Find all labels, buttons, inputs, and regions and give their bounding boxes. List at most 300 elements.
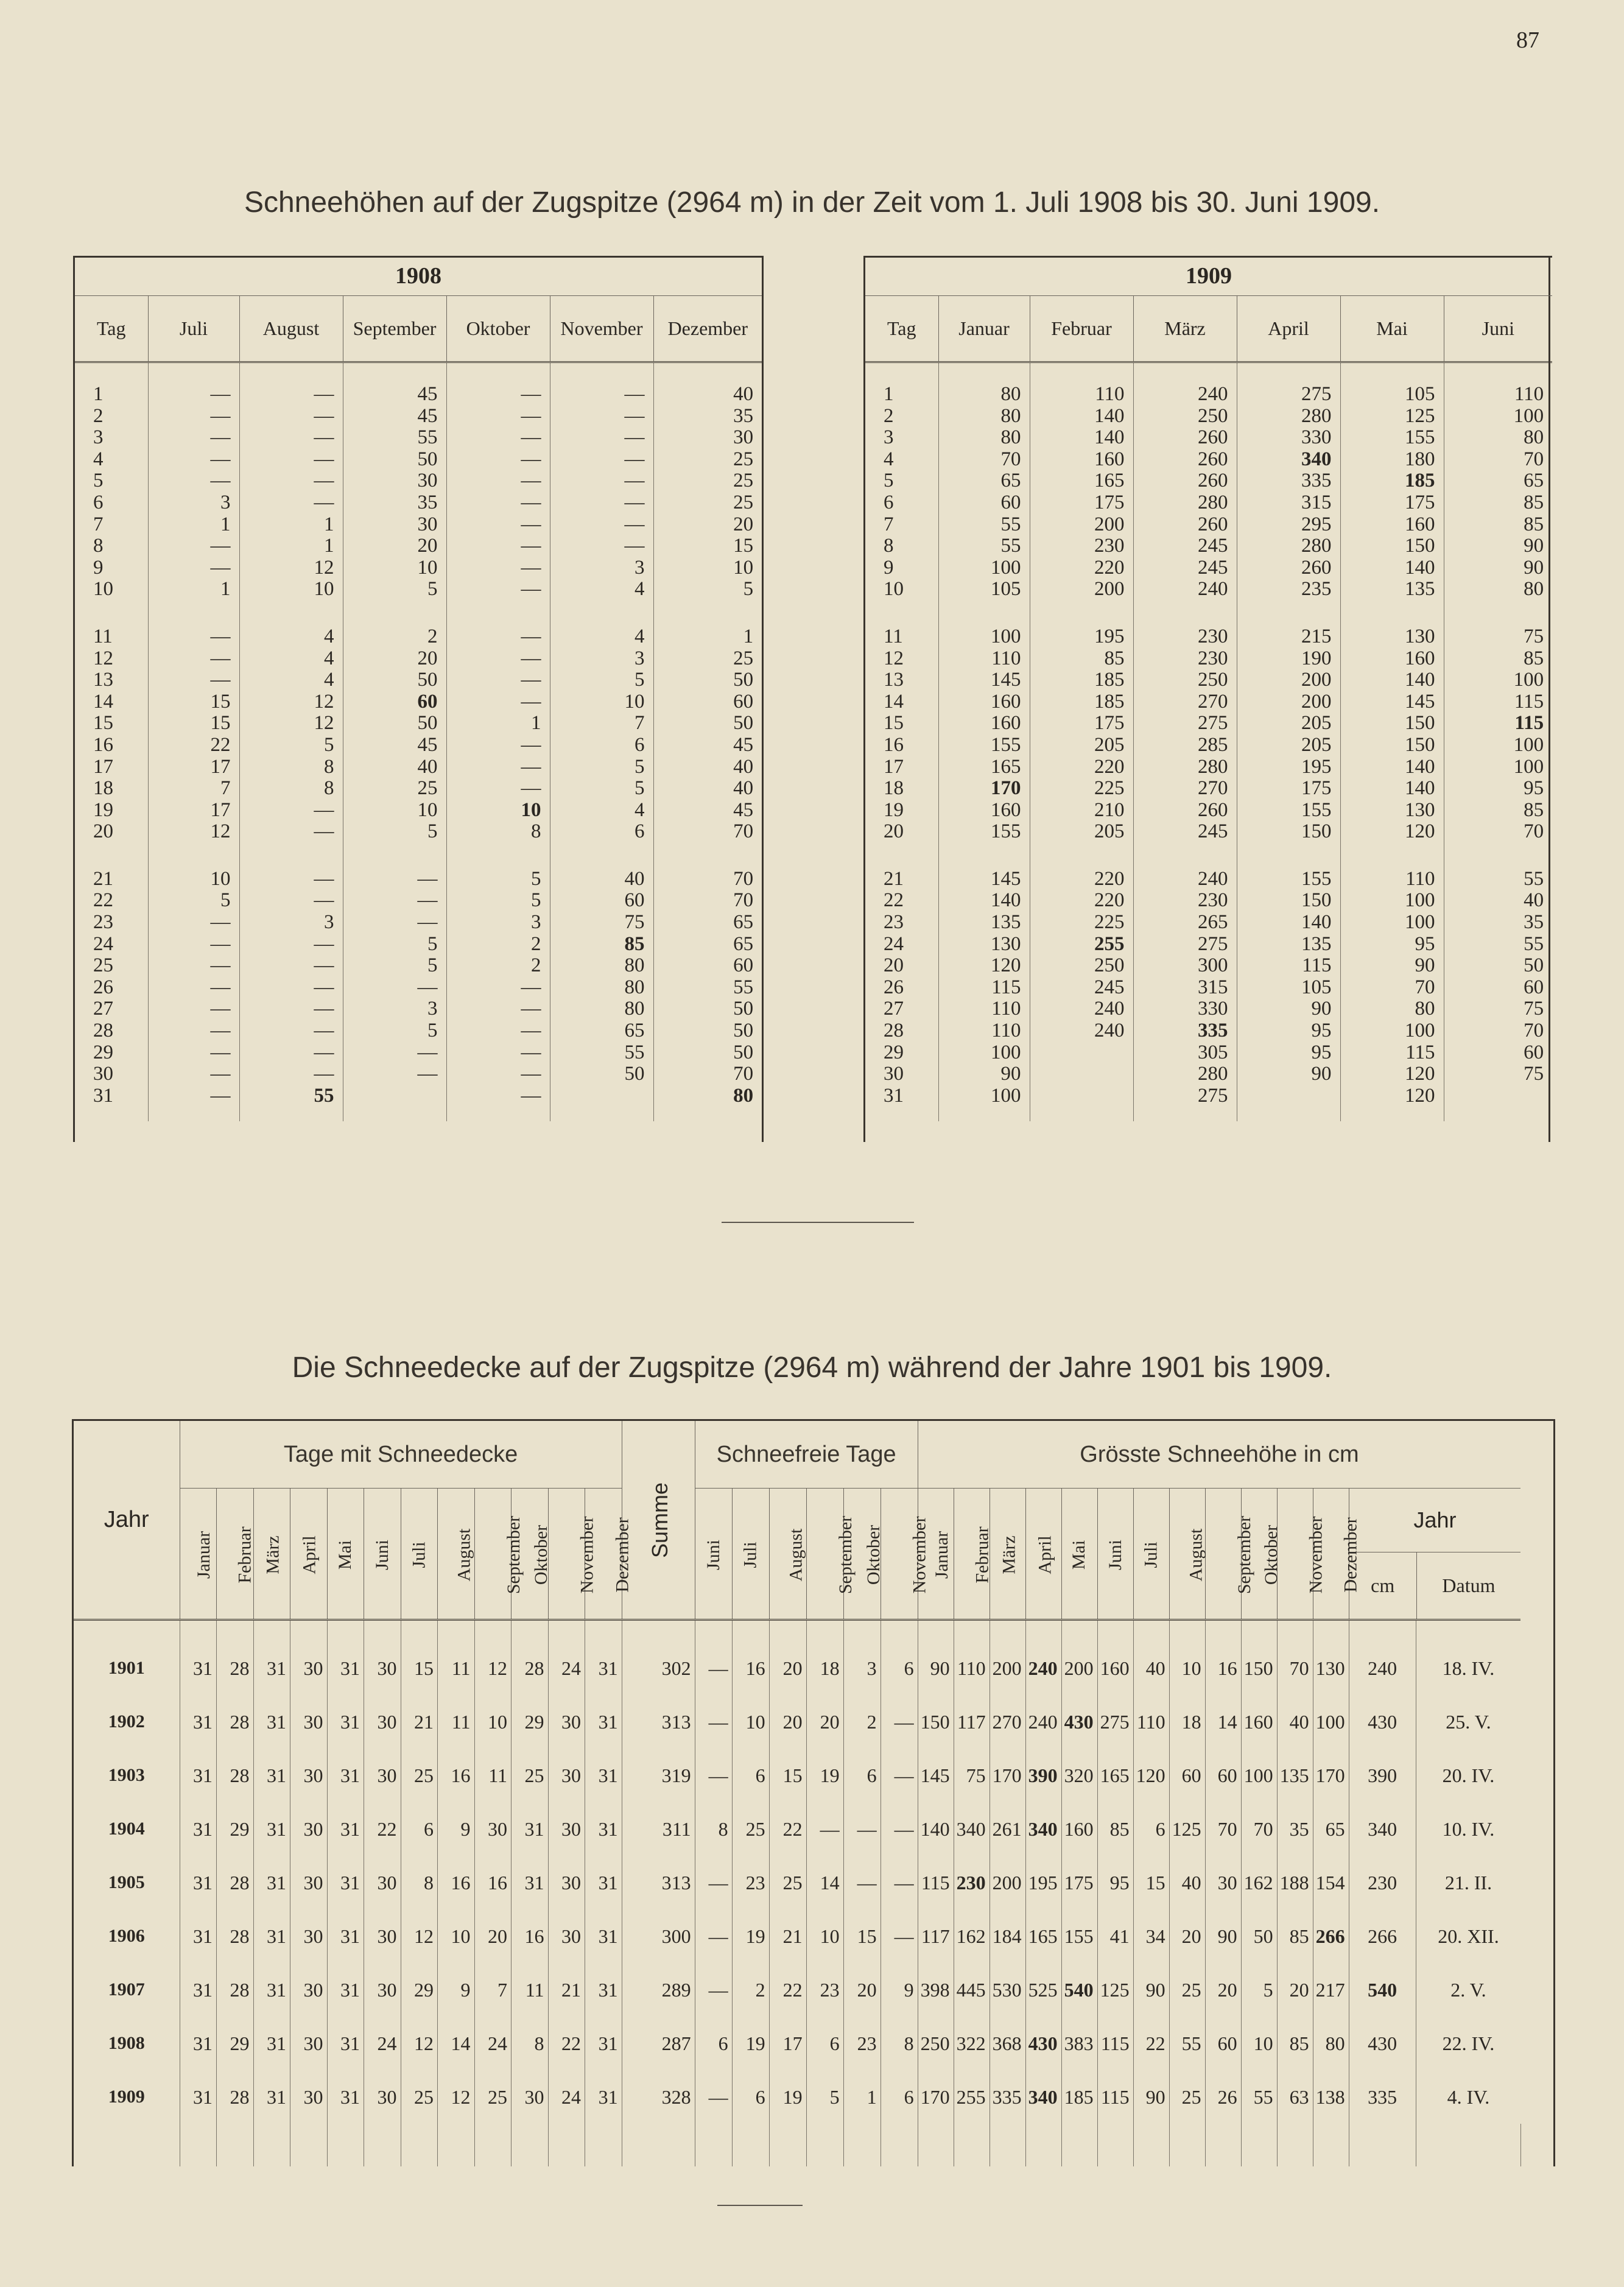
month-header bbox=[1097, 1489, 1133, 1620]
day-cell: 15 bbox=[75, 713, 148, 735]
table-row bbox=[75, 778, 762, 800]
jahr-cell: 1904 bbox=[74, 1802, 180, 1856]
value-cell: 95 bbox=[1237, 1020, 1340, 1042]
month-label: November bbox=[909, 1516, 929, 1593]
value-cell: 160 bbox=[1340, 514, 1444, 536]
value-cell: 110 bbox=[938, 998, 1030, 1020]
tage-cell: 31 bbox=[511, 1856, 549, 1909]
frei-cell: 9 bbox=[881, 1963, 918, 2017]
value-cell: 245 bbox=[1133, 535, 1237, 557]
frei-cell: 20 bbox=[806, 1695, 843, 1749]
value-cell: 10 bbox=[550, 691, 653, 713]
value-cell: 40 bbox=[733, 777, 754, 800]
value-cell: 160 bbox=[938, 691, 1030, 713]
month-header bbox=[732, 1489, 769, 1620]
month-label: Juli bbox=[409, 1541, 429, 1568]
value-cell: — bbox=[148, 977, 239, 999]
hoehe-cell: 5 bbox=[1241, 1963, 1277, 2017]
day-cell: 20 bbox=[75, 821, 148, 843]
hoehe-cell: 120 bbox=[1133, 1749, 1169, 1802]
group-header-groesste: Grösste Schneehöhe in cm bbox=[918, 1421, 1520, 1489]
value-cell: 190 bbox=[1237, 648, 1340, 670]
value-cell: 115 bbox=[1514, 690, 1544, 713]
day-cell: 17 bbox=[865, 756, 938, 778]
tage-cell: 30 bbox=[290, 1963, 328, 2017]
value-cell: 195 bbox=[1030, 626, 1133, 648]
value-cell: 1 bbox=[446, 713, 550, 735]
tage-cell: 30 bbox=[474, 1802, 511, 1856]
hoehe-cell: 170 bbox=[990, 1749, 1025, 1802]
day-cell: 30 bbox=[865, 1063, 938, 1085]
table-row bbox=[865, 492, 1552, 514]
tage-cell: 30 bbox=[290, 1695, 328, 1749]
value-cell: 145 bbox=[1340, 691, 1444, 713]
value-cell: 35 bbox=[343, 492, 446, 514]
hoehe-cell: 188 bbox=[1277, 1856, 1313, 1909]
value-cell: 140 bbox=[1237, 912, 1340, 934]
frei-cell: 22 bbox=[769, 1802, 806, 1856]
value-cell bbox=[1444, 1085, 1552, 1107]
hoehe-cell: 70 bbox=[1205, 1802, 1241, 1856]
value-cell: 65 bbox=[550, 1020, 653, 1042]
frei-cell: 6 bbox=[843, 1749, 881, 1802]
value-cell: 155 bbox=[1340, 427, 1444, 449]
hoehe-cell: 60 bbox=[1169, 1749, 1205, 1802]
value-cell: 50 bbox=[733, 669, 754, 691]
value-cell: 10 bbox=[148, 869, 239, 890]
value-cell: — bbox=[550, 470, 653, 492]
hoehe-cell: 185 bbox=[1061, 2070, 1097, 2124]
value-cell: 70 bbox=[733, 1063, 754, 1085]
table-row bbox=[75, 492, 762, 514]
value-cell: 120 bbox=[938, 955, 1030, 977]
value-cell: 100 bbox=[938, 1085, 1030, 1107]
value-cell: 145 bbox=[938, 869, 1030, 890]
value-cell: 2 bbox=[446, 955, 550, 977]
hoehe-cell: 184 bbox=[990, 1909, 1025, 1963]
frei-cell: 15 bbox=[769, 1749, 806, 1802]
value-cell: 5 bbox=[343, 1020, 446, 1042]
value-cell: 5 bbox=[446, 869, 550, 890]
value-cell: 90 bbox=[1340, 955, 1444, 977]
frei-cell: — bbox=[695, 1963, 732, 2017]
value-cell: 70 bbox=[733, 889, 754, 912]
value-cell: 245 bbox=[1030, 977, 1133, 999]
tage-cell: 20 bbox=[474, 1909, 511, 1963]
table-row bbox=[75, 955, 762, 977]
value-cell: 3 bbox=[343, 998, 446, 1020]
day-cell: 24 bbox=[865, 934, 938, 956]
table-row bbox=[75, 1020, 762, 1042]
frei-cell: 18 bbox=[806, 1620, 843, 1696]
value-cell: 3 bbox=[148, 492, 239, 514]
month-label: Mai bbox=[1069, 1540, 1089, 1570]
value-cell: 110 bbox=[938, 648, 1030, 670]
table-row bbox=[74, 1963, 1553, 2017]
hoehe-cell: 70 bbox=[1277, 1620, 1313, 1696]
value-cell: 270 bbox=[1133, 778, 1237, 800]
value-cell: 195 bbox=[1237, 756, 1340, 778]
summe-cell: 313 bbox=[622, 1856, 695, 1909]
day-cell: 5 bbox=[75, 470, 148, 492]
value-cell: 175 bbox=[1340, 492, 1444, 514]
hoehe-cell: 55 bbox=[1169, 2017, 1205, 2070]
month-label: Februar bbox=[234, 1526, 255, 1584]
tage-cell: 30 bbox=[548, 1856, 585, 1909]
value-cell: — bbox=[550, 449, 653, 471]
max-cm-cell: 340 bbox=[1349, 1802, 1416, 1856]
value-cell: 1 bbox=[239, 514, 343, 536]
table-row bbox=[865, 756, 1552, 778]
value-cell: 260 bbox=[1133, 514, 1237, 536]
value-cell: 205 bbox=[1237, 713, 1340, 735]
value-cell: 7 bbox=[550, 713, 653, 735]
group-header-schneefrei: Schneefreie Tage bbox=[695, 1421, 918, 1489]
summe-cell: 328 bbox=[622, 2070, 695, 2124]
value-cell: 155 bbox=[938, 821, 1030, 843]
value-cell: — bbox=[446, 1020, 550, 1042]
value-cell: 305 bbox=[1133, 1042, 1237, 1064]
hoehe-cell: 63 bbox=[1277, 2070, 1313, 2124]
value-cell: 55 bbox=[733, 976, 754, 998]
table-row bbox=[865, 998, 1552, 1020]
tage-cell: 21 bbox=[548, 1963, 585, 2017]
frei-cell: 19 bbox=[769, 2070, 806, 2124]
column-header: Oktober bbox=[446, 296, 550, 362]
value-cell: 185 bbox=[1340, 470, 1444, 492]
table-row bbox=[75, 890, 762, 912]
value-cell: — bbox=[239, 492, 343, 514]
day-cell: 8 bbox=[865, 535, 938, 557]
value-cell: 60 bbox=[938, 492, 1030, 514]
table-row bbox=[865, 669, 1552, 691]
month-header bbox=[474, 1489, 524, 1620]
value-cell: 45 bbox=[343, 406, 446, 428]
day-cell: 12 bbox=[865, 648, 938, 670]
frei-cell: 21 bbox=[769, 1909, 806, 1963]
hoehe-cell: 165 bbox=[1097, 1749, 1133, 1802]
summe-cell: 302 bbox=[622, 1620, 695, 1696]
datum-cell: 20. IV. bbox=[1442, 1764, 1495, 1786]
hoehe-cell: 160 bbox=[1097, 1620, 1133, 1696]
table-row bbox=[74, 1620, 1553, 1696]
jahr-sub-header bbox=[1349, 1489, 1520, 1620]
tage-cell: 30 bbox=[364, 1909, 401, 1963]
month-header bbox=[548, 1489, 597, 1620]
value-cell: 45 bbox=[733, 733, 754, 756]
hoehe-cell: 155 bbox=[1061, 1909, 1097, 1963]
frei-cell: — bbox=[806, 1802, 843, 1856]
hoehe-cell: 250 bbox=[918, 2017, 954, 2070]
value-cell: 205 bbox=[1030, 735, 1133, 756]
value-cell: 200 bbox=[1030, 579, 1133, 601]
tage-cell: 31 bbox=[585, 2017, 622, 2070]
value-cell: 70 bbox=[1524, 448, 1544, 470]
hoehe-cell: 35 bbox=[1277, 1802, 1313, 1856]
datum-cell: 2. V. bbox=[1450, 1978, 1486, 2001]
frei-cell: 19 bbox=[732, 1909, 769, 1963]
tage-cell: 25 bbox=[401, 1749, 438, 1802]
value-cell: 25 bbox=[343, 778, 446, 800]
value-cell: 4 bbox=[239, 669, 343, 691]
day-cell: 7 bbox=[75, 514, 148, 536]
value-cell: — bbox=[446, 449, 550, 471]
value-cell: 280 bbox=[1133, 756, 1237, 778]
hoehe-cell: 6 bbox=[1133, 1802, 1169, 1856]
month-label: März bbox=[262, 1535, 283, 1574]
value-cell: — bbox=[446, 1042, 550, 1064]
day-cell: 30 bbox=[75, 1063, 148, 1085]
value-cell: 40 bbox=[733, 755, 754, 778]
tage-cell: 8 bbox=[401, 1856, 438, 1909]
column-header: Dezember bbox=[653, 296, 762, 362]
tage-cell: 31 bbox=[327, 1695, 364, 1749]
tage-cell: 30 bbox=[364, 1695, 401, 1749]
day-cell: 22 bbox=[865, 890, 938, 912]
value-cell: 140 bbox=[1340, 756, 1444, 778]
day-cell: 28 bbox=[75, 1020, 148, 1042]
month-label: Juli bbox=[740, 1541, 761, 1568]
value-cell: 75 bbox=[1524, 998, 1544, 1020]
group-header-tage: Tage mit Schneedecke bbox=[180, 1421, 622, 1489]
table-row bbox=[75, 735, 762, 756]
value-cell: 160 bbox=[1340, 648, 1444, 670]
frei-cell: 6 bbox=[695, 2017, 732, 2070]
tage-cell: 25 bbox=[511, 1749, 549, 1802]
hoehe-cell: 22 bbox=[1133, 2017, 1169, 2070]
hoehe-cell: 80 bbox=[1313, 2017, 1349, 2070]
hoehe-cell: 50 bbox=[1241, 1909, 1277, 1963]
value-cell: — bbox=[239, 449, 343, 471]
hoehe-cell: 20 bbox=[1277, 1963, 1313, 2017]
page-number: 87 bbox=[1516, 27, 1539, 53]
max-cm-cell: 430 bbox=[1349, 2017, 1416, 2070]
value-cell: — bbox=[148, 648, 239, 670]
tage-cell: 31 bbox=[585, 1695, 622, 1749]
value-cell: 60 bbox=[550, 890, 653, 912]
tage-cell: 6 bbox=[401, 1802, 438, 1856]
column-header: Mai bbox=[1340, 296, 1444, 362]
hoehe-cell: 15 bbox=[1133, 1856, 1169, 1909]
value-cell: 150 bbox=[1237, 890, 1340, 912]
value-cell: 280 bbox=[1237, 406, 1340, 428]
value-cell: 105 bbox=[1340, 384, 1444, 406]
tage-cell: 30 bbox=[548, 1802, 585, 1856]
table-row bbox=[75, 1085, 762, 1107]
frei-cell: — bbox=[843, 1802, 881, 1856]
frei-cell: 20 bbox=[769, 1620, 806, 1696]
day-cell: 4 bbox=[75, 449, 148, 471]
max-cm-cell: 430 bbox=[1349, 1695, 1416, 1749]
hoehe-cell: 154 bbox=[1313, 1856, 1349, 1909]
value-cell: — bbox=[239, 470, 343, 492]
value-cell: 5 bbox=[446, 890, 550, 912]
table-row bbox=[865, 691, 1552, 713]
month-label: August bbox=[1186, 1528, 1206, 1581]
tage-cell: 31 bbox=[253, 1749, 290, 1802]
hoehe-cell: 25 bbox=[1169, 1963, 1205, 2017]
value-cell: 210 bbox=[1030, 800, 1133, 822]
tage-cell: 31 bbox=[180, 1963, 217, 2017]
value-cell: 85 bbox=[1524, 513, 1544, 535]
table-row bbox=[865, 557, 1552, 579]
value-cell: 130 bbox=[938, 934, 1030, 956]
hoehe-cell: 383 bbox=[1061, 2017, 1097, 2070]
tage-cell: 31 bbox=[253, 2070, 290, 2124]
table-row bbox=[75, 713, 762, 735]
title-schneehoehen: Schneehöhen auf der Zugspitze (2964 m) in der Zeit vom 1. Juli 1908 bis 30. Juni 1909. bbox=[244, 186, 1380, 219]
table-row bbox=[865, 449, 1552, 471]
value-cell: — bbox=[550, 427, 653, 449]
value-cell: 140 bbox=[1030, 406, 1133, 428]
value-cell: 135 bbox=[938, 912, 1030, 934]
tage-cell: 28 bbox=[217, 1856, 254, 1909]
day-cell: 7 bbox=[865, 514, 938, 536]
value-cell: 225 bbox=[1030, 778, 1133, 800]
value-cell: 275 bbox=[1133, 1085, 1237, 1107]
day-cell: 14 bbox=[865, 691, 938, 713]
tage-cell: 24 bbox=[364, 2017, 401, 2070]
tage-cell: 11 bbox=[438, 1620, 475, 1696]
value-cell: 3 bbox=[550, 648, 653, 670]
value-cell: 12 bbox=[148, 821, 239, 843]
value-cell: 95 bbox=[1340, 934, 1444, 956]
column-header: September bbox=[343, 296, 446, 362]
day-cell: 29 bbox=[865, 1042, 938, 1064]
value-cell: 275 bbox=[1133, 934, 1237, 956]
value-cell: 150 bbox=[1340, 713, 1444, 735]
column-header: Februar bbox=[1030, 296, 1133, 362]
value-cell: 230 bbox=[1133, 648, 1237, 670]
tage-cell: 31 bbox=[327, 1802, 364, 1856]
tage-cell: 31 bbox=[180, 1749, 217, 1802]
tage-cell: 31 bbox=[180, 1909, 217, 1963]
hoehe-cell: 117 bbox=[954, 1695, 990, 1749]
value-cell: — bbox=[446, 470, 550, 492]
table-row bbox=[865, 427, 1552, 449]
hoehe-cell: 14 bbox=[1205, 1695, 1241, 1749]
tage-cell: 31 bbox=[253, 1856, 290, 1909]
value-cell: 240 bbox=[1133, 869, 1237, 890]
value-cell: 2 bbox=[343, 626, 446, 648]
frei-cell: — bbox=[881, 1909, 918, 1963]
value-cell: 260 bbox=[1237, 557, 1340, 579]
hoehe-cell: 10 bbox=[1169, 1620, 1205, 1696]
hoehe-cell: 160 bbox=[1061, 1802, 1097, 1856]
frei-cell: 20 bbox=[769, 1695, 806, 1749]
month-label: Juli bbox=[1141, 1541, 1161, 1568]
value-cell: 115 bbox=[1340, 1042, 1444, 1064]
day-cell: 1 bbox=[865, 384, 938, 406]
day-cell: 21 bbox=[75, 869, 148, 890]
summe-label: Summe bbox=[647, 1482, 672, 1558]
tage-cell: 31 bbox=[585, 1909, 622, 1963]
month-header bbox=[1205, 1489, 1254, 1620]
tage-cell: 16 bbox=[474, 1856, 511, 1909]
tage-cell: 31 bbox=[180, 2070, 217, 2124]
value-cell: 4 bbox=[550, 800, 653, 822]
value-cell: 180 bbox=[1340, 449, 1444, 471]
month-label: Oktober bbox=[531, 1524, 552, 1585]
datum-cell: 25. V. bbox=[1446, 1710, 1491, 1733]
table-row bbox=[74, 2017, 1553, 2070]
value-cell: 55 bbox=[343, 427, 446, 449]
tage-cell: 31 bbox=[585, 1749, 622, 1802]
value-cell: — bbox=[446, 406, 550, 428]
value-cell: 230 bbox=[1133, 626, 1237, 648]
value-cell: — bbox=[148, 955, 239, 977]
value-cell: 330 bbox=[1133, 998, 1237, 1020]
day-cell: 21 bbox=[865, 869, 938, 890]
value-cell: — bbox=[446, 1085, 550, 1107]
hoehe-cell: 130 bbox=[1313, 1620, 1349, 1696]
month-header bbox=[695, 1489, 732, 1620]
value-cell: — bbox=[148, 1085, 239, 1107]
hoehe-cell: 322 bbox=[954, 2017, 990, 2070]
value-cell: 200 bbox=[1237, 669, 1340, 691]
month-header bbox=[364, 1489, 401, 1620]
table-row bbox=[865, 890, 1552, 912]
table-row bbox=[865, 800, 1552, 822]
value-cell: 8 bbox=[239, 756, 343, 778]
value-cell: 220 bbox=[1030, 756, 1133, 778]
title-schneedecke: Die Schneedecke auf der Zugspitze (2964 m) während der Jahre 1901 bis 1909. bbox=[292, 1351, 1332, 1384]
hoehe-cell: 115 bbox=[1097, 2070, 1133, 2124]
value-cell: 75 bbox=[1524, 1063, 1544, 1085]
tage-cell: 7 bbox=[474, 1963, 511, 2017]
day-cell: 4 bbox=[865, 449, 938, 471]
datum-header: Datum bbox=[1442, 1574, 1496, 1596]
value-cell: 80 bbox=[550, 998, 653, 1020]
hoehe-cell: 100 bbox=[1241, 1749, 1277, 1802]
hoehe-cell: 125 bbox=[1169, 1802, 1205, 1856]
column-header: Juni bbox=[1444, 296, 1552, 362]
value-cell: 60 bbox=[1524, 1041, 1544, 1063]
table-row bbox=[74, 1802, 1553, 1856]
frei-cell: — bbox=[881, 1802, 918, 1856]
frei-cell: 8 bbox=[881, 2017, 918, 2070]
table-row bbox=[865, 648, 1552, 670]
month-label: Juni bbox=[1105, 1539, 1125, 1570]
frei-cell: 23 bbox=[806, 1963, 843, 2017]
value-cell: 50 bbox=[733, 1041, 754, 1063]
value-cell: — bbox=[239, 934, 343, 956]
value-cell: 20 bbox=[343, 535, 446, 557]
hoehe-cell: 60 bbox=[1205, 2017, 1241, 2070]
hoehe-cell: 150 bbox=[1241, 1620, 1277, 1696]
table-row bbox=[75, 557, 762, 579]
frei-cell: 17 bbox=[769, 2017, 806, 2070]
frei-cell: — bbox=[695, 1856, 732, 1909]
hoehe-cell: 40 bbox=[1133, 1620, 1169, 1696]
hoehe-cell: 165 bbox=[1025, 1909, 1061, 1963]
hoehe-cell: 261 bbox=[990, 1802, 1025, 1856]
day-cell: 9 bbox=[865, 557, 938, 579]
value-cell: 70 bbox=[733, 820, 754, 843]
value-cell: 10 bbox=[733, 556, 754, 579]
value-cell: — bbox=[343, 977, 446, 999]
frei-cell: — bbox=[695, 1695, 732, 1749]
value-cell: — bbox=[550, 406, 653, 428]
jahr-cell: 1909 bbox=[74, 2070, 180, 2124]
day-cell: 31 bbox=[75, 1085, 148, 1107]
jahr-cell: 1903 bbox=[74, 1749, 180, 1802]
tage-cell: 25 bbox=[474, 2070, 511, 2124]
value-cell: — bbox=[446, 1063, 550, 1085]
month-label: April bbox=[1035, 1535, 1055, 1574]
frei-cell: 2 bbox=[732, 1963, 769, 2017]
value-cell: 165 bbox=[1030, 470, 1133, 492]
